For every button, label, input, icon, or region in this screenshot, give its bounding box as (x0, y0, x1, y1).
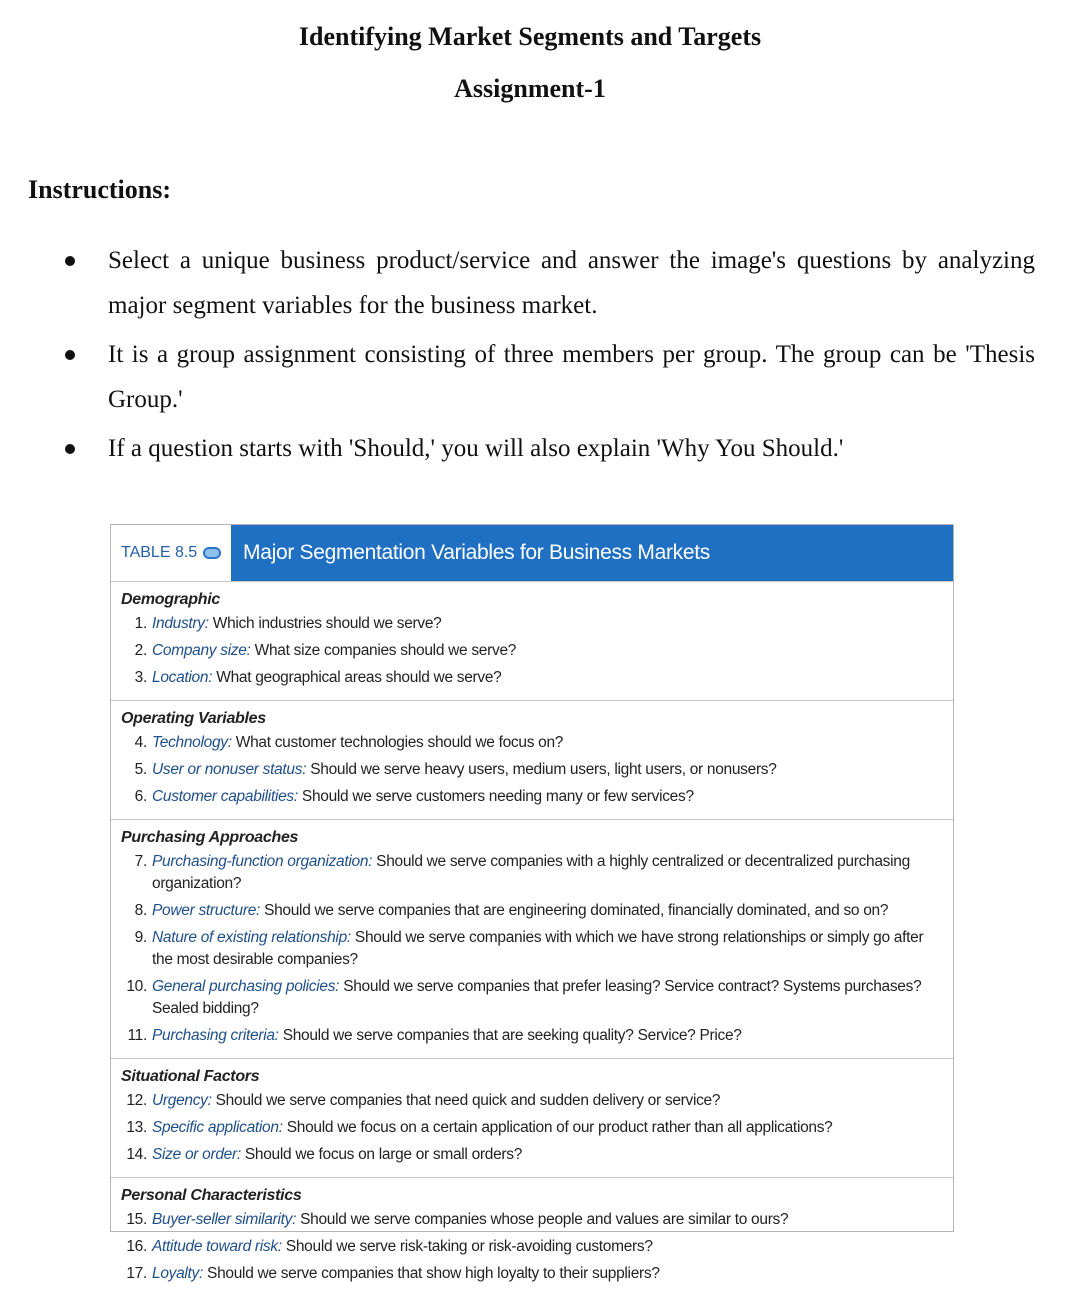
item-content (152, 900, 943, 922)
instruction-item (60, 332, 1035, 422)
item-question: What customer technologies should we focus on? (235, 734, 564, 751)
item-term: General purchasing policies: (152, 978, 340, 995)
instruction-text: It is a group assignment consisting of three members per group. The group can be 'Thesis Group.' (108, 341, 1035, 413)
table-section (111, 1059, 953, 1178)
item-question: Should we serve companies that show high loyalty to their suppliers? (207, 1265, 660, 1282)
item-term: Purchasing criteria: (152, 1027, 279, 1044)
item-term: Industry: (152, 615, 209, 632)
item-question: Should we serve companies that need quick and sudden delivery or service? (215, 1092, 721, 1109)
table-section (111, 582, 953, 701)
item-content (152, 1236, 943, 1258)
instructions-heading: Instructions: (28, 175, 172, 204)
item-content (152, 851, 943, 895)
table-row (121, 927, 943, 971)
item-number: 13. (126, 1119, 147, 1136)
item-content (152, 1025, 943, 1047)
item-content (152, 640, 943, 662)
segmentation-table (110, 524, 954, 1282)
item-number: 4. (134, 734, 147, 751)
item-content (152, 927, 943, 971)
document-title: Identifying Market Segments and Targets (298, 22, 762, 51)
item-question: Should we serve companies with which we have strong relationships or simply go after the most desirable companies? (152, 929, 924, 968)
item-term: Buyer-seller similarity: (152, 1211, 297, 1228)
item-term: Customer capabilities: (152, 788, 298, 805)
table-row (121, 976, 943, 1020)
table-number: TABLE 8.5 (121, 544, 198, 561)
item-content (152, 667, 943, 689)
table-row (121, 900, 943, 922)
item-number: 5. (134, 761, 147, 778)
item-term: Specific application: (152, 1119, 283, 1136)
item-number: 9. (134, 929, 147, 946)
item-content (152, 732, 943, 754)
item-content (152, 786, 943, 808)
bullet-icon (65, 444, 75, 454)
item-question: Should we focus on a certain application of our product rather than all applications? (286, 1119, 833, 1136)
item-number: 8. (134, 902, 147, 919)
section-heading: Situational Factors (121, 1068, 260, 1085)
item-content (152, 1144, 943, 1166)
table-row (121, 1025, 943, 1047)
bullet-icon (65, 350, 75, 360)
item-number: 7. (134, 853, 147, 870)
section-heading: Operating Variables (121, 710, 266, 727)
item-term: Loyalty: (152, 1265, 204, 1282)
table-row (121, 786, 943, 808)
instruction-item (60, 426, 1035, 471)
item-content (152, 1209, 943, 1231)
table-body (111, 582, 953, 1296)
instructions-list (60, 238, 1035, 475)
instruction-text: If a question starts with 'Should,' you will also explain 'Why You Should.' (108, 435, 844, 462)
item-question: Which industries should we serve? (212, 615, 442, 632)
bullet-icon (65, 256, 75, 266)
item-question: Should we serve companies with a highly centralized or decentralized purchasing organization? (152, 853, 910, 892)
table-row (121, 613, 943, 635)
item-question: What size companies should we serve? (254, 642, 517, 659)
item-number: 1. (134, 615, 147, 632)
item-number: 16. (126, 1238, 147, 1255)
table-row (121, 1263, 943, 1285)
table-section (111, 820, 953, 1059)
item-term: Power structure: (152, 902, 261, 919)
item-number: 3. (134, 669, 147, 686)
instruction-text: Select a unique business product/service and answer the image's questions by analyzing major segment variables for the business market. (108, 247, 1035, 319)
document-subtitle: Assignment-1 (454, 74, 606, 103)
table-row (121, 759, 943, 781)
item-content (152, 613, 943, 635)
item-number: 12. (126, 1092, 147, 1109)
item-content (152, 1090, 943, 1112)
item-number: 2. (134, 642, 147, 659)
item-number: 14. (126, 1146, 147, 1163)
item-content (152, 1263, 943, 1285)
table-header (111, 525, 953, 582)
item-content (152, 759, 943, 781)
item-number: 15. (126, 1211, 147, 1228)
item-term: Company size: (152, 642, 251, 659)
item-question: Should we serve companies that are engineering dominated, financially dominated, and so on? (264, 902, 889, 919)
item-term: Attitude toward risk: (152, 1238, 282, 1255)
table-row (121, 851, 943, 895)
item-term: Nature of existing relationship: (152, 929, 351, 946)
item-question: Should we serve companies whose people and values are similar to ours? (300, 1211, 789, 1228)
instruction-item (60, 238, 1035, 328)
section-heading: Personal Characteristics (121, 1187, 302, 1204)
table-row (121, 1236, 943, 1258)
table-row (121, 1144, 943, 1166)
item-number: 10. (126, 978, 147, 995)
item-number: 6. (134, 788, 147, 805)
item-question: Should we serve companies that are seeking quality? Service? Price? (282, 1027, 742, 1044)
section-heading: Demographic (121, 591, 220, 608)
item-content (152, 1117, 943, 1139)
section-heading: Purchasing Approaches (121, 829, 299, 846)
item-term: Location: (152, 669, 213, 686)
table-label (111, 525, 231, 581)
table-row (121, 1117, 943, 1139)
item-term: Size or order: (152, 1146, 241, 1163)
item-question: What geographical areas should we serve? (216, 669, 502, 686)
table-title: Major Segmentation Variables for Business Markets (231, 525, 953, 581)
table-row (121, 732, 943, 754)
item-question: Should we focus on large or small orders? (244, 1146, 523, 1163)
table-row (121, 640, 943, 662)
item-term: User or nonuser status: (152, 761, 307, 778)
item-number: 11. (127, 1027, 147, 1044)
item-question: Should we serve heavy users, medium users, light users, or nonusers? (310, 761, 777, 778)
table-row (121, 667, 943, 689)
item-term: Urgency: (152, 1092, 212, 1109)
item-content (152, 976, 943, 1020)
table-section (111, 1178, 953, 1296)
item-question: Should we serve risk-taking or risk-avoiding customers? (285, 1238, 653, 1255)
item-term: Purchasing-function organization: (152, 853, 373, 870)
item-question: Should we serve customers needing many or few services? (301, 788, 694, 805)
table-marker-icon (203, 547, 221, 559)
item-number: 17. (126, 1265, 147, 1282)
item-term: Technology: (152, 734, 232, 751)
table-row (121, 1209, 943, 1231)
table-row (121, 1090, 943, 1112)
table-section (111, 701, 953, 820)
item-question: Should we serve companies that prefer leasing? Service contract? Systems purchases? Sealed bidding? (152, 978, 922, 1017)
